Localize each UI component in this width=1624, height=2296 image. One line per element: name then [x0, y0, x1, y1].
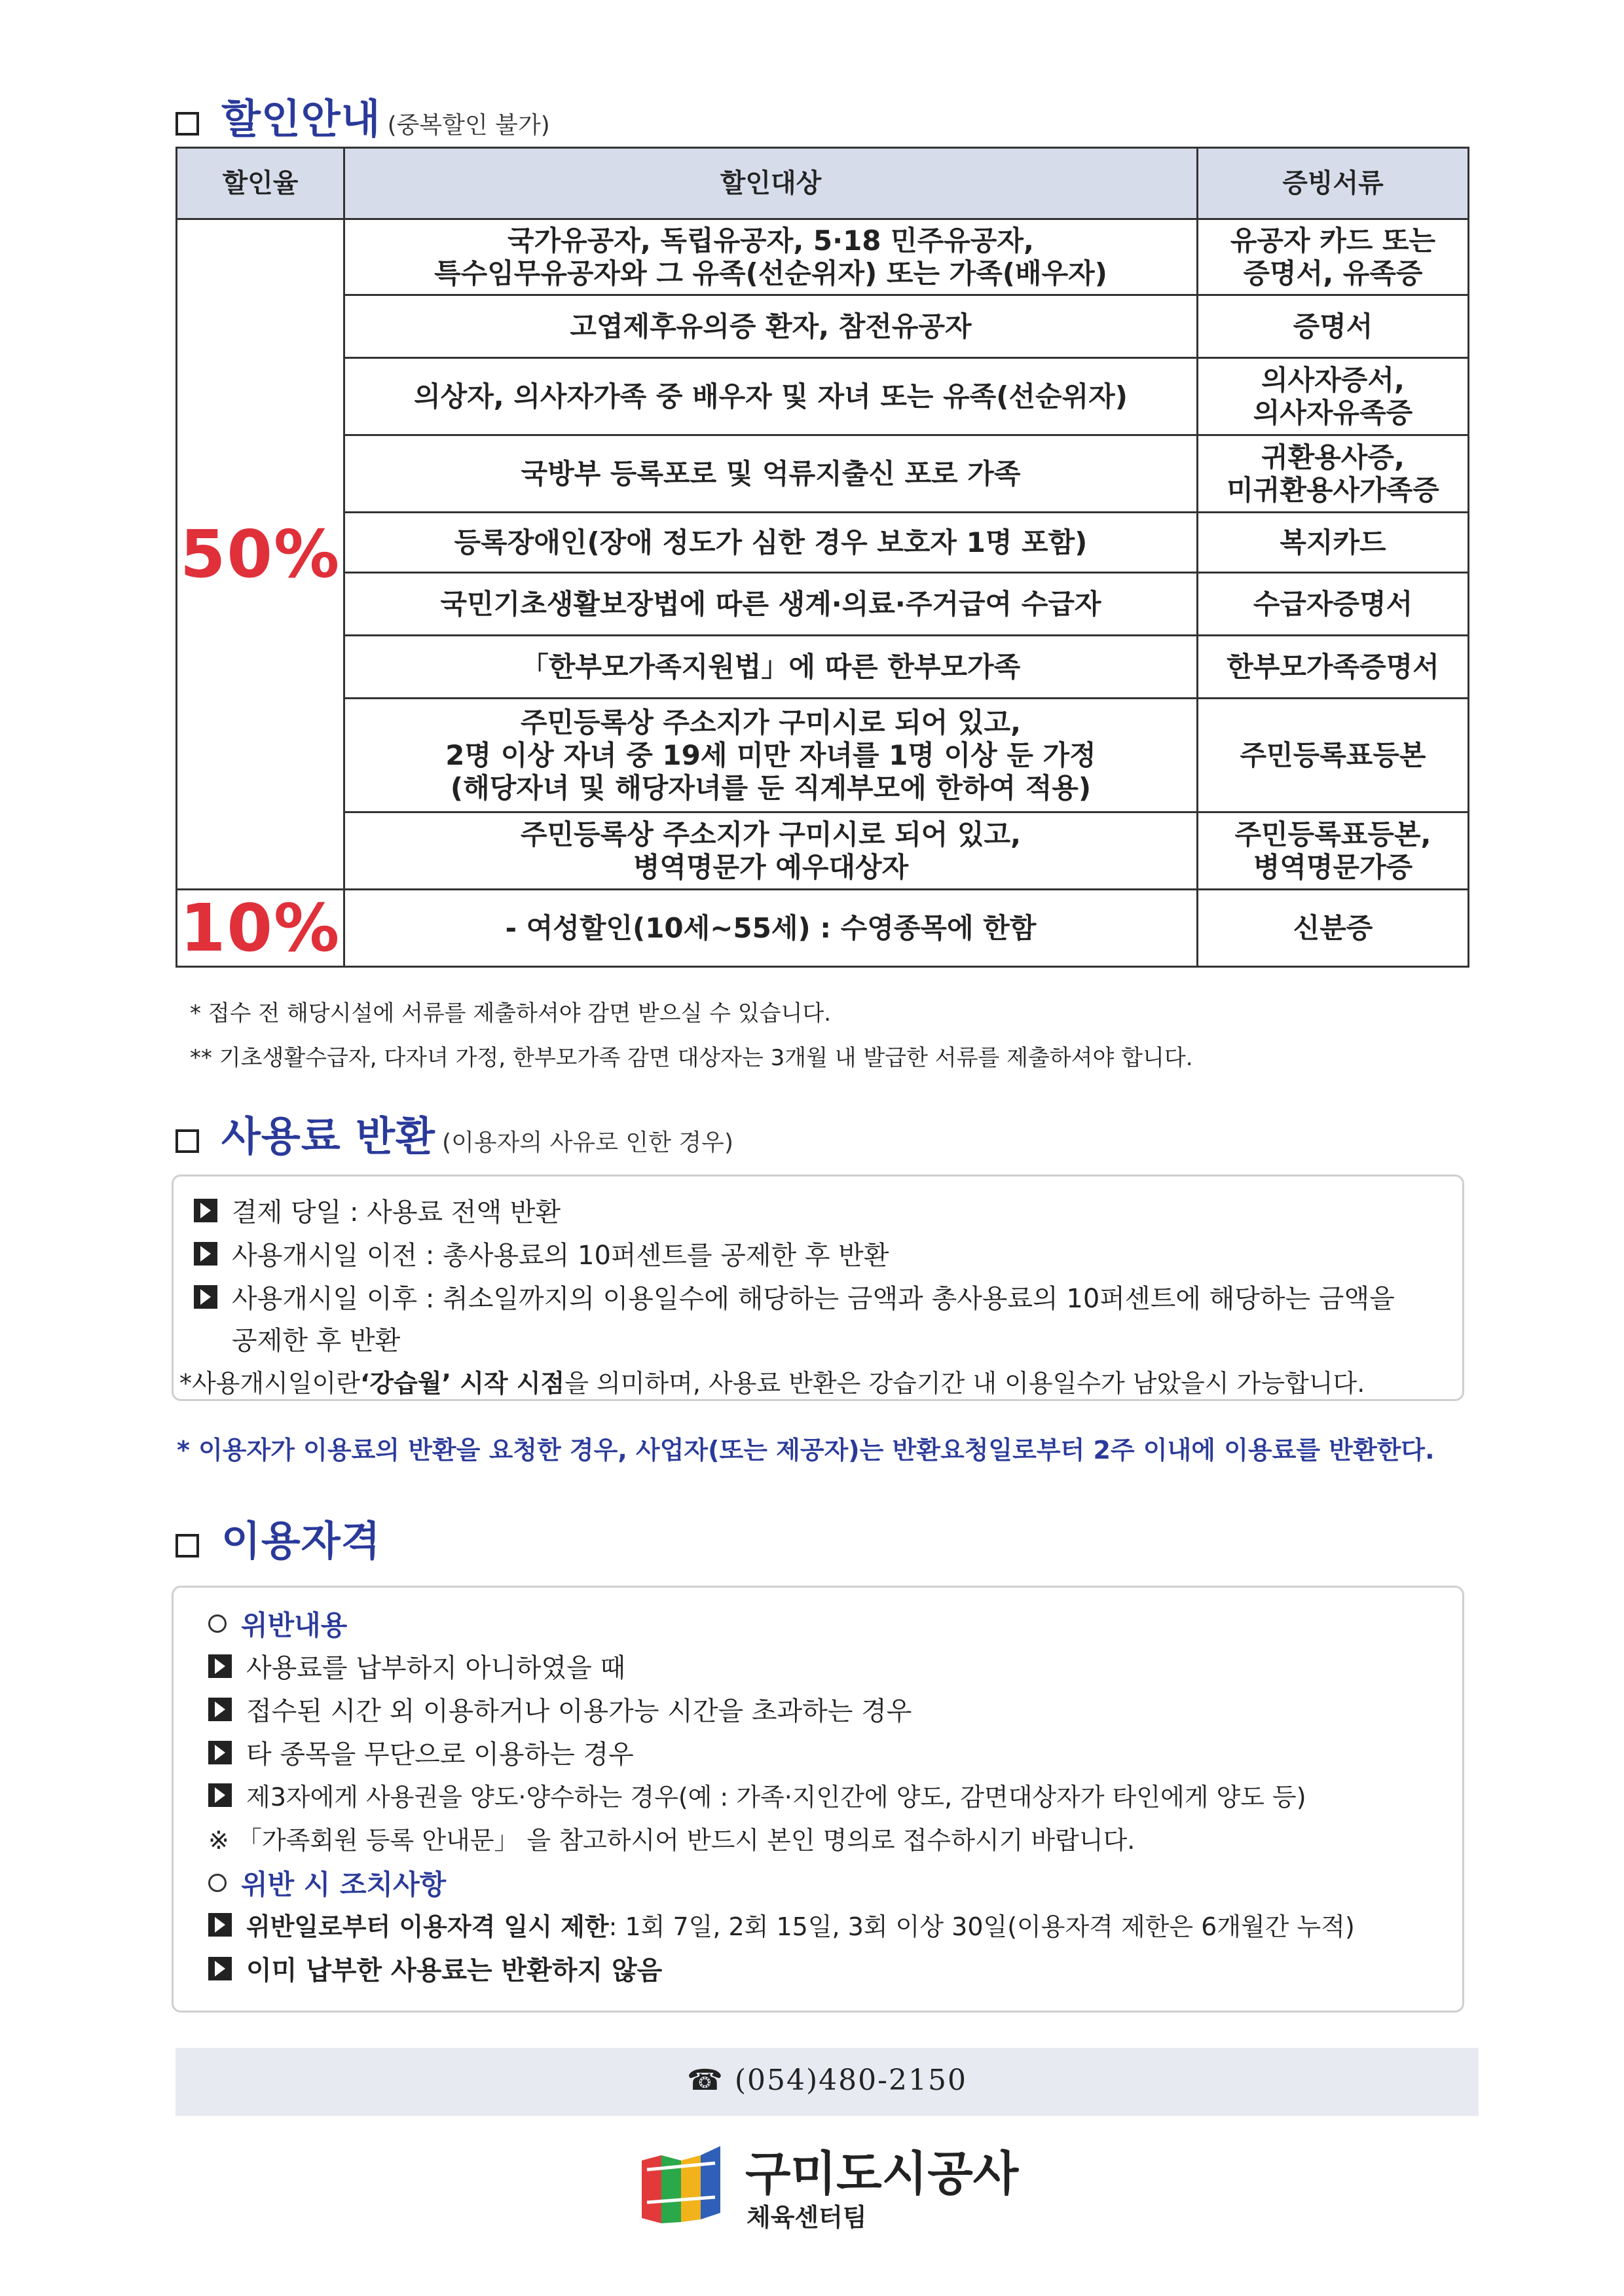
refund-note-bold: ‘강습월’ 시작 시점 — [360, 1369, 565, 1398]
row-docs: 신분증 — [1198, 890, 1469, 967]
row-target: 주민등록상 주소지가 구미시로 되어 있고, 병역명문가 예우대상자 — [344, 812, 1198, 890]
row-docs: 증명서 — [1198, 295, 1469, 358]
refund-title: 사용료 반환 — [221, 1112, 436, 1160]
table-row — [177, 812, 1469, 890]
eligibility-title: 이용자격 — [221, 1517, 381, 1565]
header-rate: 할인율 — [177, 148, 344, 219]
rate-10: 10% — [177, 890, 344, 967]
action-item-1 — [208, 1906, 1355, 1942]
row-target: 등록장애인(장애 정도가 심한 경우 보호자 1명 포함) — [344, 513, 1198, 573]
row-docs: 주민등록표등본 — [1198, 699, 1469, 812]
violation-text: 사용료를 납부하지 아니하였을 때 — [246, 1653, 626, 1683]
circle-bullet-icon — [208, 1874, 227, 1892]
checkbox-square-icon — [175, 1129, 199, 1153]
row-docs: 복지카드 — [1198, 513, 1469, 573]
table-row — [177, 219, 1469, 295]
team-name: 체육센터팀 — [747, 2203, 867, 2232]
row-docs: 주민등록표등본, 병역명문가증 — [1198, 812, 1469, 890]
table-row — [177, 890, 1469, 967]
action-item-2 — [208, 1950, 662, 1987]
table-row — [177, 435, 1469, 513]
violation-title: 위반내용 — [241, 1609, 348, 1641]
arrow-right-icon — [208, 1654, 232, 1678]
checkbox-square-icon — [175, 1534, 199, 1558]
discount-note-1: * 접수 전 해당시설에 서류를 제출하셔야 감면 받으실 수 있습니다. — [190, 1000, 832, 1027]
rate-50: 50% — [177, 219, 344, 890]
refund-start-note — [179, 1363, 1365, 1399]
arrow-right-icon — [194, 1199, 217, 1222]
table-row — [177, 358, 1469, 435]
refund-item-text: 사용개시일 이전 : 총사용료의 10퍼센트를 공제한 후 반환 — [232, 1241, 889, 1271]
arrow-right-icon — [194, 1242, 217, 1266]
header-docs: 증빙서류 — [1198, 148, 1469, 219]
refund-item-2 — [194, 1235, 889, 1272]
header-target: 할인대상 — [344, 148, 1198, 219]
eligibility-section-title — [175, 1508, 381, 1567]
refund-subtitle: (이용자의 사유로 인한 경우) — [442, 1129, 734, 1156]
discount-subtitle: (중복할인 불가) — [387, 112, 550, 139]
discount-section-title — [175, 86, 550, 145]
action-heading — [208, 1863, 446, 1903]
action-title: 위반 시 조치사항 — [241, 1868, 447, 1901]
table-row — [177, 513, 1469, 573]
violation-item — [208, 1734, 634, 1771]
violation-item — [208, 1647, 625, 1685]
phone-number: ☎ (054)480-2150 — [687, 2064, 967, 2097]
action-2-text: 이미 납부한 사용료는 반환하지 않음 — [246, 1956, 663, 1986]
arrow-right-icon — [208, 1913, 232, 1937]
checkbox-square-icon — [175, 112, 199, 136]
refund-note-pre: *사용개시일이란 — [179, 1369, 360, 1398]
violation-heading — [208, 1604, 347, 1643]
violation-item — [208, 1777, 1306, 1813]
action-1-rest: : 1회 7일, 2회 15일, 3회 이상 30일(이용자격 제한은 6개월간 누적) — [608, 1912, 1355, 1941]
violation-text: 타 종목을 무단으로 이용하는 경우 — [246, 1740, 634, 1770]
row-target: 국민기초생활보장법에 따른 생계·의료·주거급여 수급자 — [344, 573, 1198, 636]
arrow-right-icon — [208, 1957, 232, 1980]
row-docs: 의사자증서, 의사자유족증 — [1198, 358, 1469, 435]
refund-item-text: 사용개시일 이후 : 취소일까지의 이용일수에 해당하는 금액과 총사용료의 10퍼센트에 해당하는 금액을 — [232, 1284, 1395, 1314]
table-row — [177, 699, 1469, 812]
discount-table — [175, 147, 1469, 968]
discount-note-2: ** 기초생활수급자, 다자녀 가정, 한부모가족 감면 대상자는 3개월 내 발급한 서류를 제출하셔야 합니다. — [190, 1045, 1193, 1071]
row-target: 의상자, 의사자가족 중 배우자 및 자녀 또는 유족(선순위자) — [344, 358, 1198, 435]
footer-bar — [175, 2048, 1479, 2116]
gumi-logo-icon — [642, 2141, 720, 2223]
row-docs: 한부모가족증명서 — [1198, 636, 1469, 699]
discount-title: 할인안내 — [221, 95, 381, 143]
arrow-right-icon — [208, 1741, 232, 1764]
row-target: 국방부 등록포로 및 억류지출신 포로 가족 — [344, 435, 1198, 513]
row-docs: 유공자 카드 또는 증명서, 유족증 — [1198, 219, 1469, 295]
arrow-right-icon — [208, 1698, 232, 1721]
arrow-right-icon — [208, 1783, 232, 1807]
row-docs: 수급자증명서 — [1198, 573, 1469, 636]
row-target: - 여성할인(10세~55세) : 수영종목에 한함 — [344, 890, 1198, 967]
family-note: ※ 「가족회원 등록 안내문」 을 참고하시어 반드시 본인 명의로 접수하시기 바랍니다. — [208, 1826, 1135, 1855]
refund-item-3 — [194, 1278, 1395, 1315]
violation-text: 접수된 시간 외 이용하거나 이용가능 시간을 초과하는 경우 — [246, 1696, 912, 1726]
refund-item-1 — [194, 1192, 561, 1229]
table-header-row — [177, 148, 1469, 219]
row-target: 고엽제후유의증 환자, 참전유공자 — [344, 295, 1198, 358]
table-row — [177, 573, 1469, 636]
violation-text: 제3자에게 사용권을 양도·양수하는 경우(예 : 가족·지인간에 양도, 감면대상자가 타인에게 양도 등) — [246, 1783, 1306, 1812]
row-docs: 귀환용사증, 미귀환용사가족증 — [1198, 435, 1469, 513]
circle-bullet-icon — [208, 1614, 227, 1633]
refund-section-title — [175, 1104, 733, 1162]
violation-item — [208, 1690, 912, 1728]
refund-item-text: 결제 당일 : 사용료 전액 반환 — [232, 1197, 561, 1228]
org-name: 구미도시공사 — [745, 2146, 1019, 2201]
refund-note-post: 을 의미하며, 사용료 반환은 강습기간 내 이용일수가 남았을시 가능합니다. — [564, 1369, 1365, 1398]
arrow-right-icon — [194, 1285, 217, 1309]
refund-blue-note: * 이용자가 이용료의 반환을 요청한 경우, 사업자(또는 제공자)는 반환요청일로부터 2주 이내에 이용료를 반환한다. — [177, 1436, 1435, 1465]
table-row — [177, 295, 1469, 358]
refund-item-3-cont: 공제한 후 반환 — [232, 1326, 401, 1356]
table-row — [177, 636, 1469, 699]
action-1-bold: 위반일로부터 이용자격 일시 제한 — [246, 1912, 609, 1941]
row-target: 주민등록상 주소지가 구미시로 되어 있고, 2명 이상 자녀 중 19세 미만 자녀를 1명 이상 둔 가정 (해당자녀 및 해당자녀를 둔 직계부모에 한하여 적용) — [344, 699, 1198, 812]
row-target: 국가유공자, 독립유공자, 5·18 민주유공자, 특수임무유공자와 그 유족(선순위자) 또는 가족(배우자) — [344, 219, 1198, 295]
row-target: 「한부모가족지원법」에 따른 한부모가족 — [344, 636, 1198, 699]
